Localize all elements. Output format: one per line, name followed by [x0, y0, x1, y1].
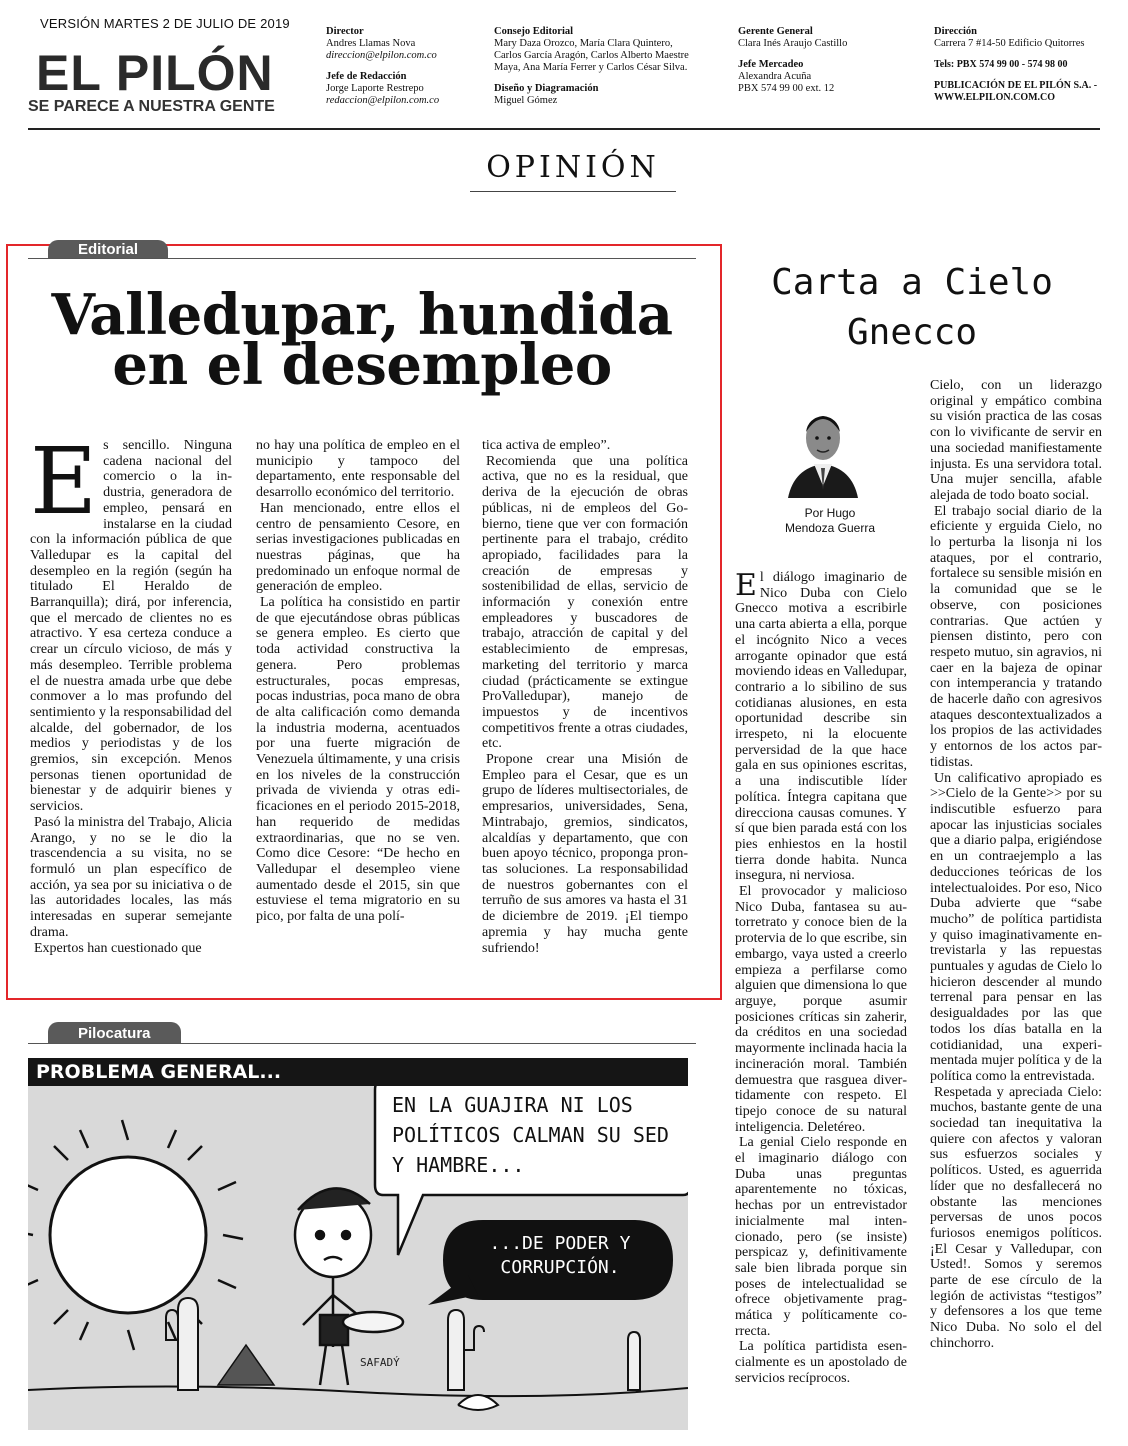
editorial-column-3	[482, 438, 688, 956]
editorial-headline	[12, 282, 712, 398]
paragraph: El trabajo social diario de la eficiente y erguida Cielo, no lo perturba la lisonja ni los ataques, por el contrario, fortalece su sensible misión en la comunidad que se le observe, con posiciones contrarias. Que actúen y piensen distinto, pero con respeto mutuo, sin agravios, ni caer en la bajeza de opinar con intemperancia y tratando de hacerle daño con agresivos ataques descontextualizados a los propios de las actividades y entornos de los actos partidistas.	[930, 503, 1102, 770]
credit-name: Jorge Laporte Restrepo	[326, 83, 424, 94]
paragraph: l diálogo imaginario de Nico Duba con Cielo Gnecco motiva a escribirle una carta abierta a ella, porque el incógnito Nico a veces arrogante opinador que está moviendo ideas en Valledupar, contrario a lo sibilino de sus cotidianas alusiones, en esta oportunidad describe sin irrespeto, ni la elocuente perversidad de la que hace gala en sus opiniones escritas, a una indiscutible líder política. Íntegra capitana que direcciona causas comunes. Y sí que bien parada está con los pies enhiestos en la hostil tierra donde habita. Nunca insegura, ni nerviosa.	[735, 570, 907, 884]
paragraph: Cielo, con un liderazgo original y empático combina su visión practica de las cosas con lo vivificante de servir en una sociedad manifiestamente injusta. Es una servidora total. Una mujer sencilla, afable alejada de todo boato social.	[930, 378, 1102, 503]
credits-consejo-block	[494, 26, 724, 107]
paragraph: La genial Cielo responde en el imaginario diálogo con Duba unas preguntas aparentemente no tóxicas, hechas por un entrevistador inicialmente mal intencionado, pero (se insiste) perspicaz y, definitivamente sale bien librada porque sin poses de intelectualidad se ofrece objetivamente pragmática y políticamente correcta.	[735, 1135, 907, 1339]
drop-cap: E	[735, 568, 757, 603]
title-line: Carta a Cielo	[771, 262, 1053, 303]
author-name[interactable]: Mendoza Guerra	[784, 521, 876, 535]
newspaper-slogan: SE PARECE A NUESTRA GENTE	[28, 98, 275, 115]
credit-name: Miguel Gómez	[494, 95, 558, 106]
paragraph: Respetada y apreciada Cielo: muchos, bastante gente de una sociedad tan inequitativa la quiere con afectos y valoran sus esfuerzos sociales y políticos. Usted, es aguerrida líder que no desfallecerá no obstante las menciones perversas de unos pocos furiosos enemigos políticos. ¡El Cesar y Valledupar, con Usted!. Somos y seremos parte de ese círculo de la legión de activistas “testigos” y defensores a los que teme Nico Duba. No solo el del chinchorro.	[930, 1084, 1102, 1351]
redaccion-email-link[interactable]: redaccion@elpilon.com.co	[326, 95, 440, 106]
address: Carrera 7 #14-50 Edificio Quitorres	[934, 38, 1085, 49]
paragraph: Recomienda que una política activa, que no es la residual, que deriva de la ejecución de obras públicas, ni de empleos del Gobierno, tiene que ver con formación pertinente para el trabajo, crédito apropiado, facilidades para la creación de empresas y sostenibilidad de ellas, servicio de información y conexión entre empleadores y buscadores de trabajo, atracción de capital y del establecimiento de empresas, marketing del territorio y marca ciudad (prácticamente se extingue ProValledupar), manejo de impuestos y de incentivos competitivos frente a otras ciudades, etc.	[482, 453, 688, 752]
paragraph: Propone crear una Misión de Empleo para el Cesar, que es un grupo de líderes multisectoriales, de empresarios, universidades, Sena, Mintrabajo, gremios, sindicatos, alcaldías y departamento, que con buen apoyo técnico, proponga prontas soluciones. La responsabilidad de nuestros gobernantes con el terruño de sus amores va hasta el 31 de diciembre de 2019. ¡El tiempo apremia y hay mucha gente sufriendo!	[482, 752, 688, 956]
paragraph: s sencillo. Ninguna cadena nacional del comercio o la industria, generadora de empleo, pensará en instalarse en la ciudad con la información pública de que Valledupar es la capital del desempleo en la región (según ha titulado El Heraldo de Barranquilla); dirá, por inferencia, que el mercado de clientes no es atractivo. Y esa certeza conduce a crear un círculo vicioso, de más y más desempleo. Terrible problema el de nuestra amada urbe que debe conmover a lo mas profundo del sentimiento y la responsabilidad del alcalde, del gobernador, de los medios y periodistas y de los gremios, sin excepción. Menos personas tienen oportunidad de bienestar y de adquirir bienes y servicios.	[30, 438, 232, 815]
paragraph: no hay una política de empleo en el municipio y tampoco del departamento, ente responsable del desarrollo económico del territorio.	[256, 438, 460, 501]
author-photo	[784, 396, 862, 498]
credit-label: Director	[326, 26, 364, 37]
editorial-divider	[28, 258, 696, 259]
credit-name: Clara Inés Araujo Castillo	[738, 38, 848, 49]
section-title: OPINIÓN	[470, 150, 676, 192]
author-portrait-icon	[784, 396, 862, 498]
speech-bubble-text: EN LA GUAJIRA NI LOS POLÍTICOS CALMAN SU SED Y HAMBRE...	[392, 1093, 669, 1177]
publisher: PUBLICACIÓN DE EL PILÓN S.A. -	[934, 80, 1098, 91]
newspaper-logo[interactable]: EL PILÓN	[36, 45, 274, 101]
edition-date: VERSIÓN MARTES 2 DE JULIO DE 2019	[40, 16, 290, 31]
speech-bubble-dark-text: ...DE PODER Y CORRUPCIÓN.	[489, 1233, 631, 1278]
paragraph: Han mencionado, entre ellos el centro de pensamiento Cesore, en serias investigaciones publicadas en nuestras páginas, que ha predominado un enfoque normal de generación de empleo.	[256, 500, 460, 595]
credit-label: Diseño y Diagramación	[494, 83, 599, 94]
paragraph: La política partidista esencialmente es un apostolado de servicios recíprocos.	[735, 1339, 907, 1386]
cartoonist-signature: SAFADÝ	[360, 1356, 400, 1369]
credit-label: Jefe Mercadeo	[738, 59, 804, 70]
paragraph: Pasó la ministra del Trabajo, Alicia Arango, y no se le dio la trascendencia a su visita, no se formuló un plan específico de acción, ya sea por su iniciativa o de las autoridades locales, las más interesadas en superar semejante drama.	[30, 814, 232, 940]
column-title	[742, 258, 1082, 358]
editorial-tab[interactable]: Editorial	[48, 240, 168, 258]
credit-name: Carlos García Aragón, Carlos Alberto Maestre	[494, 50, 689, 61]
cartoon-divider	[28, 1043, 696, 1044]
director-email-link[interactable]: direccion@elpilon.com.co	[326, 50, 437, 61]
credit-label: Gerente General	[738, 26, 813, 37]
paragraph: Un calificativo apropiado es >>Cielo de la Gente>> por su indiscutible esfuerzo para apocar las injusticias sociales que a diario palpa, erigiéndose en un contraejemplo a las deducciones teóricas de los intelectualoides. Por eso, Nico Duba advierte que “sabe mucho” de política partidista y quiso imaginativamente entrevistarla y las repuestas puntuales y agudas de Cielo lo hicieron descender al mundo terrenal para pensar en las desigualdades por las que todos los días batalla en la cotidianidad, una experimentada mujer política y de la política como la entrevistada.	[930, 770, 1102, 1084]
cartoon-title: PROBLEMA GENERAL...	[36, 1061, 282, 1083]
paragraph: La política ha consistido en partir de que ejecutándose obras públicas se genera empleo. Es cierto que toda actividad constructiva la genera. Pero problemas estructurales, pocas empresas, pocas industrias, poca mano de obra de alta calificación como demanda la industria moderna, acentuados por una fuerte migración de Venezuela últimamente, y una crisis en los niveles de la construcción privada de vivienda y otras edificaciones en el periodo 2015-2018, han requerido de medidas extraordinarias, que no se ven. Como dice Cesore: “De hecho en Valledupar el desempleo viene aumentado desde el 2015, sin que estuviese el tema migratorio en su pico, por falta de una polí-	[256, 595, 460, 925]
headline-line: Valledupar, hundida	[51, 282, 673, 348]
credit-name: Andres Llamas Nova	[326, 38, 416, 49]
credits-director-block	[326, 26, 476, 107]
credit-name: Maya, Ana María Ferrer y Carlos César Silva.	[494, 62, 688, 73]
credit-name: Alexandra Acuña	[738, 71, 812, 82]
credit-label: Dirección	[934, 26, 977, 37]
credits-direccion-block	[934, 26, 1104, 104]
credit-label: Jefe de Redacción	[326, 71, 407, 82]
byline-prefix: Por Hugo	[804, 506, 856, 520]
author-byline	[760, 506, 900, 536]
carta-column-1	[735, 570, 907, 1387]
credits-gerencia-block	[738, 26, 908, 95]
editorial-column-1	[30, 428, 232, 956]
carta-column-2	[930, 378, 1102, 1352]
credit-name: Mary Daza Orozco, María Clara Quintero,	[494, 38, 673, 49]
drop-cap: E	[30, 428, 98, 535]
masthead-divider	[28, 128, 1100, 130]
title-line: Gnecco	[846, 312, 978, 353]
paragraph: Expertos han cuestionado que	[34, 940, 202, 956]
credit-phone: PBX 574 99 00 ext. 12	[738, 83, 835, 94]
paragraph: tica activa de empleo”.	[482, 438, 611, 453]
pilocatura-tab[interactable]: Pilocatura	[48, 1022, 181, 1044]
phone-numbers: Tels: PBX 574 99 00 - 574 98 00	[934, 59, 1068, 70]
website-link[interactable]: WWW.ELPILON.COM.CO	[934, 92, 1056, 103]
paragraph: El provocador y malicioso Nico Duba, fantasea su autorretrato y conoce bien de la protervia de lo que escribe, sin embargo, vaya usted a creerlo empieza a perfilarse como alguien que dimensiona lo que arguye, porque asumir posiciones críticas sin zaherir, da créditos en una sociedad mayormente inclinada hacia la incineración moral. También demuestra que rasguea divertidamente con respeto. El tipejo conoce de su natural inteligencia. Deletéreo.	[735, 884, 907, 1135]
credit-label: Consejo Editorial	[494, 26, 574, 37]
editorial-column-2	[256, 438, 460, 925]
headline-line: en el desempleo	[112, 332, 612, 398]
